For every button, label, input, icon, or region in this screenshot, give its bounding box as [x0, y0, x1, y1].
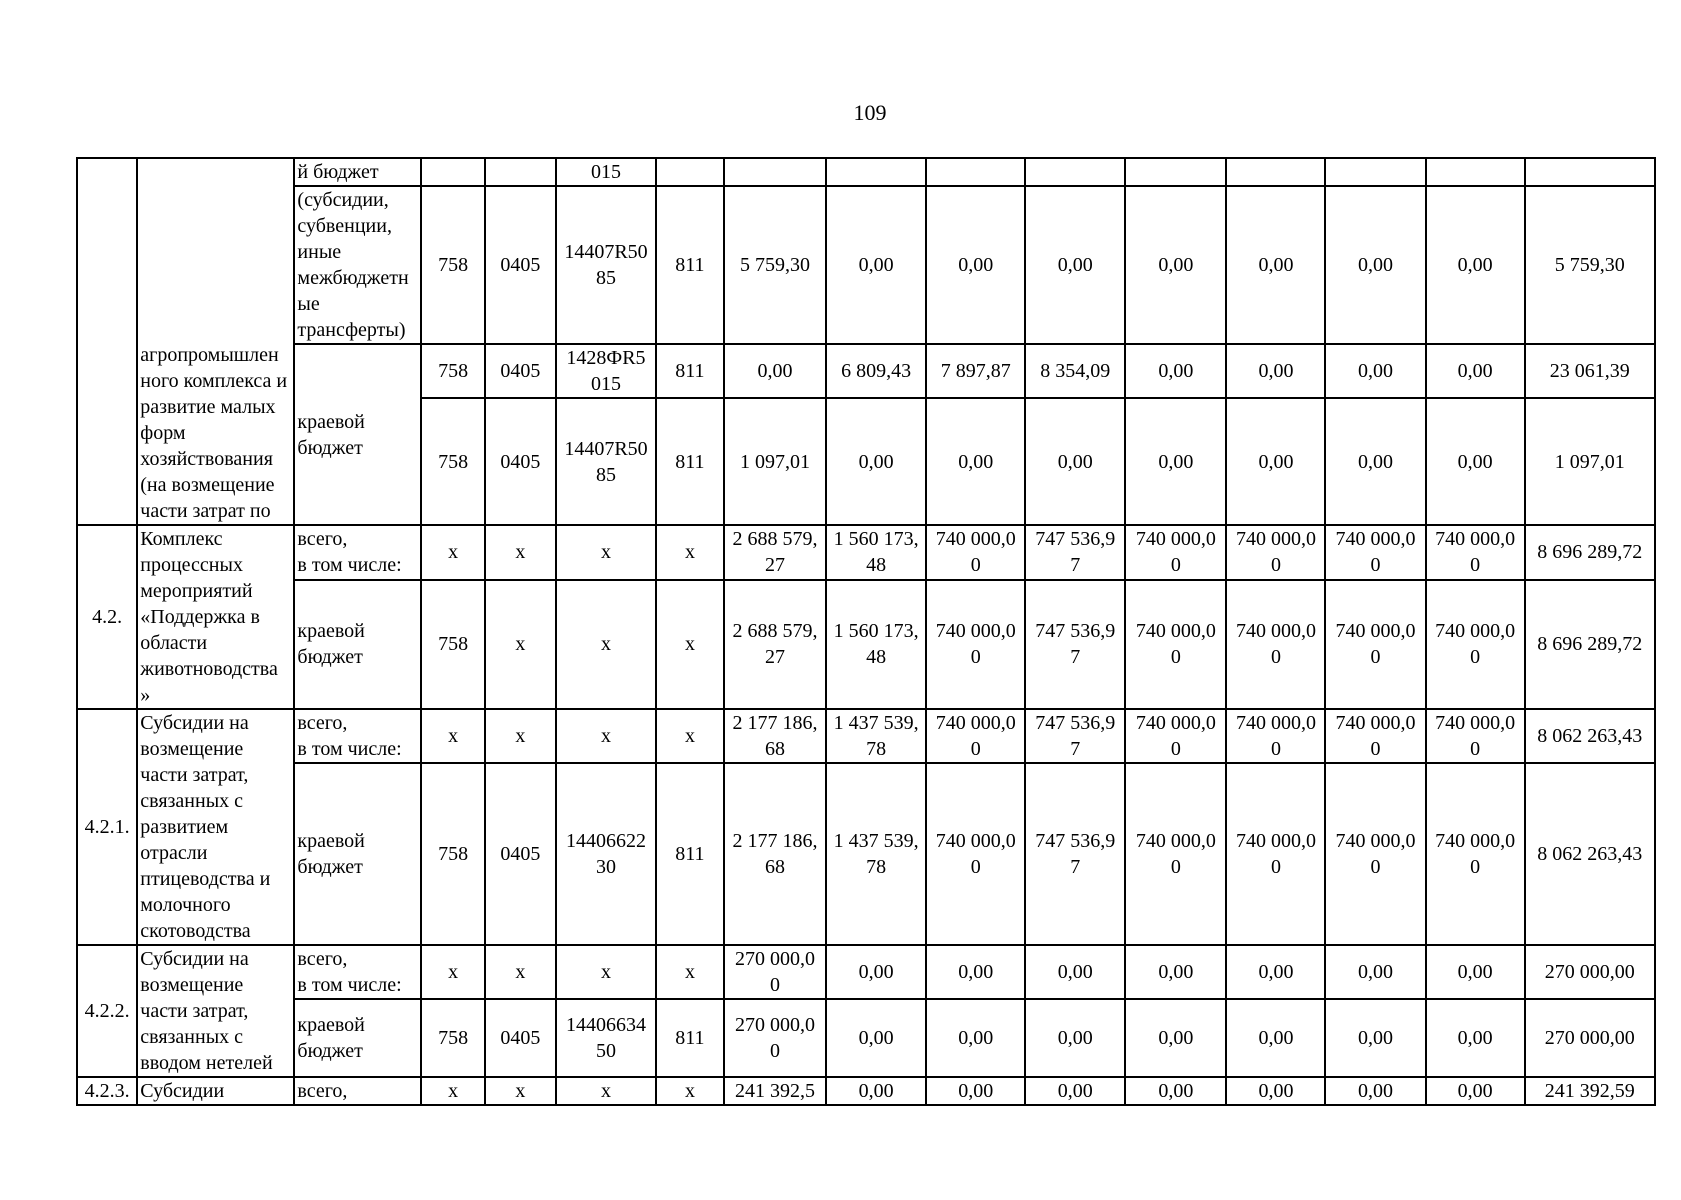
- cell-value: 740 000,0 0: [1325, 709, 1425, 763]
- cell-value: 0,00: [1226, 344, 1325, 398]
- cell-total: 270 000,00: [1525, 999, 1655, 1077]
- cell-value: 747 536,9 7: [1025, 580, 1125, 709]
- cell-value: 0,00: [926, 945, 1025, 999]
- cell: х: [656, 945, 724, 999]
- cell: х: [485, 580, 556, 709]
- table-row: [77, 525, 1655, 580]
- cell-num: 4.2.2.: [77, 945, 137, 1077]
- cell-value: 270 000,0 0: [724, 945, 826, 999]
- cell-name: Субсидии: [137, 1077, 294, 1105]
- cell-value: 7 897,87: [926, 344, 1025, 398]
- cell-code: 14406634 50: [556, 999, 656, 1077]
- cell-code: х: [556, 945, 656, 999]
- cell-value: 740 000,0 0: [1426, 709, 1525, 763]
- cell-value: 0,00: [1426, 398, 1525, 525]
- cell-total: 270 000,00: [1525, 945, 1655, 999]
- cell-source: краевой бюджет: [294, 580, 421, 709]
- cell: х: [421, 525, 485, 580]
- budget-table: [76, 157, 1656, 1106]
- cell: 811: [656, 398, 724, 525]
- cell-value: 1 560 173, 48: [826, 525, 926, 580]
- cell-num: [77, 158, 137, 525]
- table-row: [77, 945, 1655, 999]
- cell-value: 0,00: [926, 999, 1025, 1077]
- cell: 0405: [485, 763, 556, 945]
- cell-value: 8 354,09: [1025, 344, 1125, 398]
- cell-source: й бюджет: [294, 158, 421, 186]
- cell-num: 4.2.1.: [77, 709, 137, 945]
- cell-value: 0,00: [1025, 398, 1125, 525]
- cell: 0405: [485, 344, 556, 398]
- cell-value: 0,00: [1426, 999, 1525, 1077]
- cell-value: 0,00: [1125, 945, 1226, 999]
- cell-value: 0,00: [1325, 186, 1425, 344]
- cell-value: 740 000,0 0: [1325, 580, 1425, 709]
- cell: [656, 158, 724, 186]
- cell-value: 0,00: [1025, 945, 1125, 999]
- cell-value: 0,00: [1025, 1077, 1125, 1105]
- table-row: [77, 709, 1655, 763]
- cell: х: [485, 525, 556, 580]
- cell: [1325, 158, 1425, 186]
- cell-total: 8 062 263,43: [1525, 709, 1655, 763]
- cell: [1226, 158, 1325, 186]
- cell-name: Субсидии на возмещение части затрат, связанных с вводом нетелей: [137, 945, 294, 1077]
- cell-value: 1 437 539, 78: [826, 709, 926, 763]
- cell-value: 1 560 173, 48: [826, 580, 926, 709]
- cell-code: 14406622 30: [556, 763, 656, 945]
- cell-value: 0,00: [1226, 999, 1325, 1077]
- cell-name: агропромышлен ного комплекса и развитие малых форм хозяйствования (на возмещение части затрат по: [137, 158, 294, 525]
- cell-value: 0,00: [926, 398, 1025, 525]
- cell-code: 14407R50 85: [556, 398, 656, 525]
- cell: 811: [656, 186, 724, 344]
- cell-value: 2 688 579, 27: [724, 525, 826, 580]
- cell-total: 8 062 263,43: [1525, 763, 1655, 945]
- cell-value: 740 000,0 0: [1325, 763, 1425, 945]
- cell-code: х: [556, 580, 656, 709]
- cell-value: 0,00: [1426, 945, 1525, 999]
- cell-value: 0,00: [1325, 999, 1425, 1077]
- table-row: [77, 580, 1655, 709]
- cell: 0405: [485, 999, 556, 1077]
- cell-code: х: [556, 1077, 656, 1105]
- cell-value: 740 000,0 0: [1125, 763, 1226, 945]
- cell: [1426, 158, 1525, 186]
- cell: 0405: [485, 186, 556, 344]
- cell-value: 0,00: [826, 1077, 926, 1105]
- cell-value: 740 000,0 0: [926, 580, 1025, 709]
- cell-value: 0,00: [1426, 1077, 1525, 1105]
- cell-source: всего, в том числе:: [294, 945, 421, 999]
- cell: [724, 158, 826, 186]
- cell-total: 241 392,59: [1525, 1077, 1655, 1105]
- cell: х: [421, 709, 485, 763]
- cell-value: 0,00: [1325, 945, 1425, 999]
- cell: [485, 158, 556, 186]
- cell: х: [656, 580, 724, 709]
- cell-value: 740 000,0 0: [1426, 580, 1525, 709]
- cell-value: 1 437 539, 78: [826, 763, 926, 945]
- cell-value: 0,00: [1226, 186, 1325, 344]
- cell-value: 740 000,0 0: [1426, 525, 1525, 580]
- cell-code: 14407R50 85: [556, 186, 656, 344]
- cell-source: краевой бюджет: [294, 344, 421, 525]
- cell-value: 740 000,0 0: [1226, 709, 1325, 763]
- cell: х: [485, 709, 556, 763]
- cell-value: 0,00: [1426, 186, 1525, 344]
- cell-value: 740 000,0 0: [1426, 763, 1525, 945]
- cell: 811: [656, 344, 724, 398]
- cell-total: 8 696 289,72: [1525, 525, 1655, 580]
- cell: 758: [421, 580, 485, 709]
- cell-value: 740 000,0 0: [1226, 763, 1325, 945]
- cell-num: 4.2.3.: [77, 1077, 137, 1105]
- cell-value: 0,00: [1125, 398, 1226, 525]
- table-row: [77, 763, 1655, 945]
- cell-value: 740 000,0 0: [1226, 580, 1325, 709]
- cell-value: 0,00: [826, 398, 926, 525]
- cell: х: [485, 945, 556, 999]
- cell-value: 0,00: [1426, 344, 1525, 398]
- cell: х: [656, 1077, 724, 1105]
- cell: [1125, 158, 1226, 186]
- cell-value: 0,00: [826, 186, 926, 344]
- cell-value: 0,00: [1325, 344, 1425, 398]
- cell-value: 1 097,01: [724, 398, 826, 525]
- cell-value: 0,00: [1325, 1077, 1425, 1105]
- cell-value: 2 177 186, 68: [724, 763, 826, 945]
- cell: 811: [656, 763, 724, 945]
- cell-value: 270 000,0 0: [724, 999, 826, 1077]
- cell-value: 6 809,43: [826, 344, 926, 398]
- cell-value: 0,00: [1125, 344, 1226, 398]
- table-row: [77, 999, 1655, 1077]
- cell: 758: [421, 186, 485, 344]
- cell-value: 740 000,0 0: [1125, 525, 1226, 580]
- cell-name: Комплекс процессных мероприятий «Поддержка в области животноводства »: [137, 525, 294, 709]
- cell-value: 2 177 186, 68: [724, 709, 826, 763]
- cell-value: 0,00: [1226, 945, 1325, 999]
- cell: 0405: [485, 398, 556, 525]
- cell-value: 747 536,9 7: [1025, 763, 1125, 945]
- cell-value: 740 000,0 0: [1125, 580, 1226, 709]
- cell-value: 740 000,0 0: [926, 709, 1025, 763]
- cell-source: всего,: [294, 1077, 421, 1105]
- cell-value: 0,00: [1226, 1077, 1325, 1105]
- cell-source: (субсидии, субвенции, иные межбюджетн ые трансферты): [294, 186, 421, 344]
- cell-source: краевой бюджет: [294, 999, 421, 1077]
- cell-total: 5 759,30: [1525, 186, 1655, 344]
- cell: [926, 158, 1025, 186]
- cell-value: 0,00: [1325, 398, 1425, 525]
- table-row: [77, 1077, 1655, 1105]
- cell: х: [656, 525, 724, 580]
- cell-total: 23 061,39: [1525, 344, 1655, 398]
- cell: [1525, 158, 1655, 186]
- cell-source: всего, в том числе:: [294, 525, 421, 580]
- cell-value: 0,00: [1125, 186, 1226, 344]
- cell-total: 8 696 289,72: [1525, 580, 1655, 709]
- cell-value: 740 000,0 0: [926, 763, 1025, 945]
- cell-value: 0,00: [1025, 999, 1125, 1077]
- cell-value: 0,00: [1226, 398, 1325, 525]
- cell-value: 0,00: [1125, 1077, 1226, 1105]
- cell-value: 740 000,0 0: [1125, 709, 1226, 763]
- cell-value: 740 000,0 0: [1325, 525, 1425, 580]
- cell-source: краевой бюджет: [294, 763, 421, 945]
- table-row: [77, 344, 1655, 398]
- table-row: [77, 186, 1655, 344]
- cell-value: 740 000,0 0: [926, 525, 1025, 580]
- cell-code: х: [556, 709, 656, 763]
- cell-value: 0,00: [926, 1077, 1025, 1105]
- cell-code: х: [556, 525, 656, 580]
- cell-value: 2 688 579, 27: [724, 580, 826, 709]
- cell: 758: [421, 398, 485, 525]
- cell: 811: [656, 999, 724, 1077]
- cell-value: 740 000,0 0: [1226, 525, 1325, 580]
- cell-value: 0,00: [826, 945, 926, 999]
- cell: х: [656, 709, 724, 763]
- cell-source: всего, в том числе:: [294, 709, 421, 763]
- table-row: [77, 158, 1655, 186]
- cell-value: 0,00: [1125, 999, 1226, 1077]
- cell-value: 0,00: [724, 344, 826, 398]
- cell: х: [421, 945, 485, 999]
- cell-value: 0,00: [826, 999, 926, 1077]
- cell-code: 1428ФR5 015: [556, 344, 656, 398]
- cell-value: 747 536,9 7: [1025, 709, 1125, 763]
- cell-value: 747 536,9 7: [1025, 525, 1125, 580]
- cell: [826, 158, 926, 186]
- page-number: 109: [853, 100, 887, 125]
- cell: [1025, 158, 1125, 186]
- cell-value: 0,00: [926, 186, 1025, 344]
- cell-code: 015: [556, 158, 656, 186]
- cell: [421, 158, 485, 186]
- cell: 758: [421, 344, 485, 398]
- cell-total: 1 097,01: [1525, 398, 1655, 525]
- cell-value: 5 759,30: [724, 186, 826, 344]
- cell-value: 0,00: [1025, 186, 1125, 344]
- cell-value: 241 392,5: [724, 1077, 826, 1105]
- cell: х: [421, 1077, 485, 1105]
- cell-name: Субсидии на возмещение части затрат, связанных с развитием отрасли птицеводства и молочного скотоводства: [137, 709, 294, 945]
- cell: 758: [421, 763, 485, 945]
- cell-num: 4.2.: [77, 525, 137, 709]
- cell: 758: [421, 999, 485, 1077]
- cell: х: [485, 1077, 556, 1105]
